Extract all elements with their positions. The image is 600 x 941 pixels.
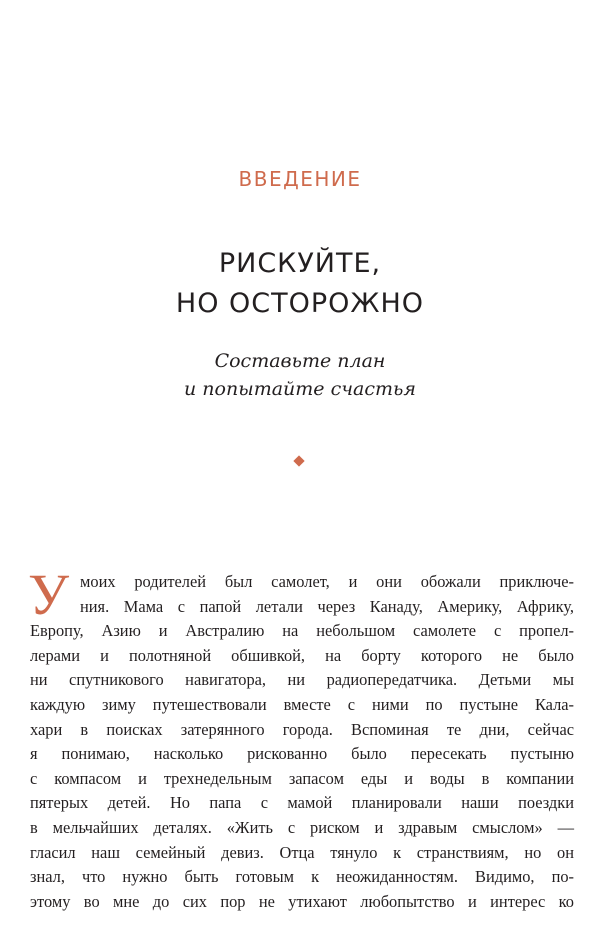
body-line: с компасом и трехнедельным запасом еды и воды в компании — [30, 768, 574, 788]
body-line: хари в поисках затерянного города. Вспоминая те дни, сейчас — [30, 719, 574, 739]
chapter-title — [0, 244, 600, 324]
chapter-subtitle — [0, 347, 600, 403]
body-text — [30, 570, 574, 914]
body-line: лерами и полотняной обшивкой, на борту которого не было — [30, 645, 574, 665]
body-line: ни спутникового навигатора, ни радиопередатчика. Детьми мы — [30, 670, 574, 690]
body-line: знал, что нужно быть готовым к неожиданностям. Видимо, по- — [30, 867, 574, 887]
body-line: в мельчайших деталях. «Жить с риском и здравым смыслом» — — [30, 817, 574, 837]
body-line: моих родителей был самолет, и они обожали приключе- — [80, 572, 574, 591]
chapter-title-line-1: РИСКУЙТЕ, — [218, 248, 382, 279]
body-line: пятерых детей. Но папа с мамой планировали наши поездки — [30, 793, 574, 813]
chapter-title-line-2: НО ОСТОРОЖНО — [175, 288, 425, 319]
body-line: Европу, Азию и Австралию на небольшом самолете с пропел- — [30, 621, 574, 641]
diamond-ornament-icon — [293, 455, 304, 466]
body-line: я понимаю, насколько рискованно было пересекать пустыню — [30, 744, 574, 764]
chapter-subtitle-line-1: Составьте план — [214, 350, 386, 372]
chapter-subtitle-line-2: и попытайте счастья — [184, 378, 416, 400]
section-label: ВВЕДЕНИЕ — [238, 167, 362, 191]
body-line: гласил наш семейный девиз. Отца тянуло к странствиям, но он — [30, 842, 574, 862]
body-line: этому во мне до сих пор не утихают любопытство и интерес ко — [30, 891, 574, 911]
body-line: ния. Мама с папой летали через Канаду, Америку, Африку, — [80, 596, 574, 616]
drop-cap: У — [28, 562, 70, 627]
body-line: каждую зиму путешествовали вместе с ними по пустыне Кала- — [30, 694, 574, 714]
